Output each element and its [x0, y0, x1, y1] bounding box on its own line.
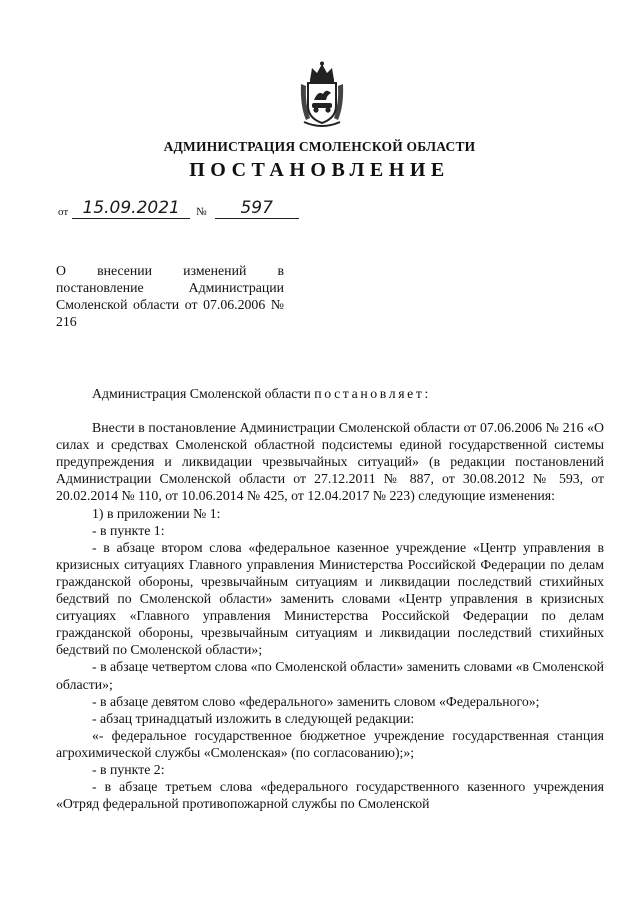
- body-paragraph: «- федеральное государственное бюджетное учреждение государственная станция агрохимической службы «Смоленская» (по согласованию);»;: [56, 727, 604, 760]
- body-paragraph: - в абзаце третьем слова «федерального государственного казенного учреждения «Отряд федеральной противопожарной службы по Смоленской: [56, 779, 604, 812]
- body-paragraph: - абзац тринадцатый изложить в следующей редакции:: [92, 710, 415, 726]
- document-date-number: [58, 197, 299, 219]
- date-value: 15.09.2021: [72, 199, 190, 219]
- body-paragraph: - в абзаце четвертом слова «по Смоленской области» заменить словами «в Смоленской области»;: [56, 659, 604, 692]
- document-type-title: ПОСТАНОВЛЕНИЕ: [189, 159, 450, 181]
- organization-title: АДМИНИСТРАЦИЯ СМОЛЕНСКОЙ ОБЛАСТИ: [163, 139, 476, 154]
- coat-of-arms-icon: [296, 60, 348, 130]
- body-paragraph: Внести в постановление Администрации Смоленской области от 07.06.2006 № 216 «О силах и средствах Смоленской областной подсистемы единой государственной системы предупреждения и ликвидации чрезвычайных ситуаций» (в редакции постановлений Администрации Смоленской области от 27.12.2011 № 887, от 30.08.2012 № 593, от 20.02.2014 № 110, от 10.06.2014 № 425, от 12.04.2017 № 223) следующие изменения:: [56, 420, 604, 504]
- preamble-lead: Администрация Смоленской области: [92, 386, 315, 401]
- date-label: от: [58, 206, 69, 218]
- document-subject: О внесении изменений в постановление Администрации Смоленской области от 07.06.2006 № 216: [56, 263, 284, 329]
- body-paragraph: - в пункте 1:: [92, 522, 165, 538]
- number-label: №: [196, 206, 207, 218]
- body-paragraph: - в абзаце девятом слово «федерального» заменить словом «Федерального»;: [92, 693, 540, 709]
- document-body: [56, 385, 604, 812]
- body-paragraph: - в абзаце втором слова «федеральное казенное учреждение «Центр управления в кризисных ситуациях Главного управления Министерства Российской Федерации по делам гражданской обороны, чрезвычайным ситуациям и ликвидации последствий стихийных бедствий по Смоленской области» заменить словами «Центр управления в кризисных ситуациях «Главного управления Министерства Российской Федерации по делам гражданской обороны, чрезвычайным ситуациям и ликвидации последствий стихийных бедствий по Смоленской области»;: [56, 539, 604, 658]
- body-paragraph: 1) в приложении № 1:: [92, 505, 221, 521]
- preamble-verb: постановляет:: [314, 386, 431, 401]
- preamble: [56, 385, 604, 402]
- number-value: 597: [215, 199, 299, 219]
- body-paragraph: - в пункте 2:: [92, 761, 165, 777]
